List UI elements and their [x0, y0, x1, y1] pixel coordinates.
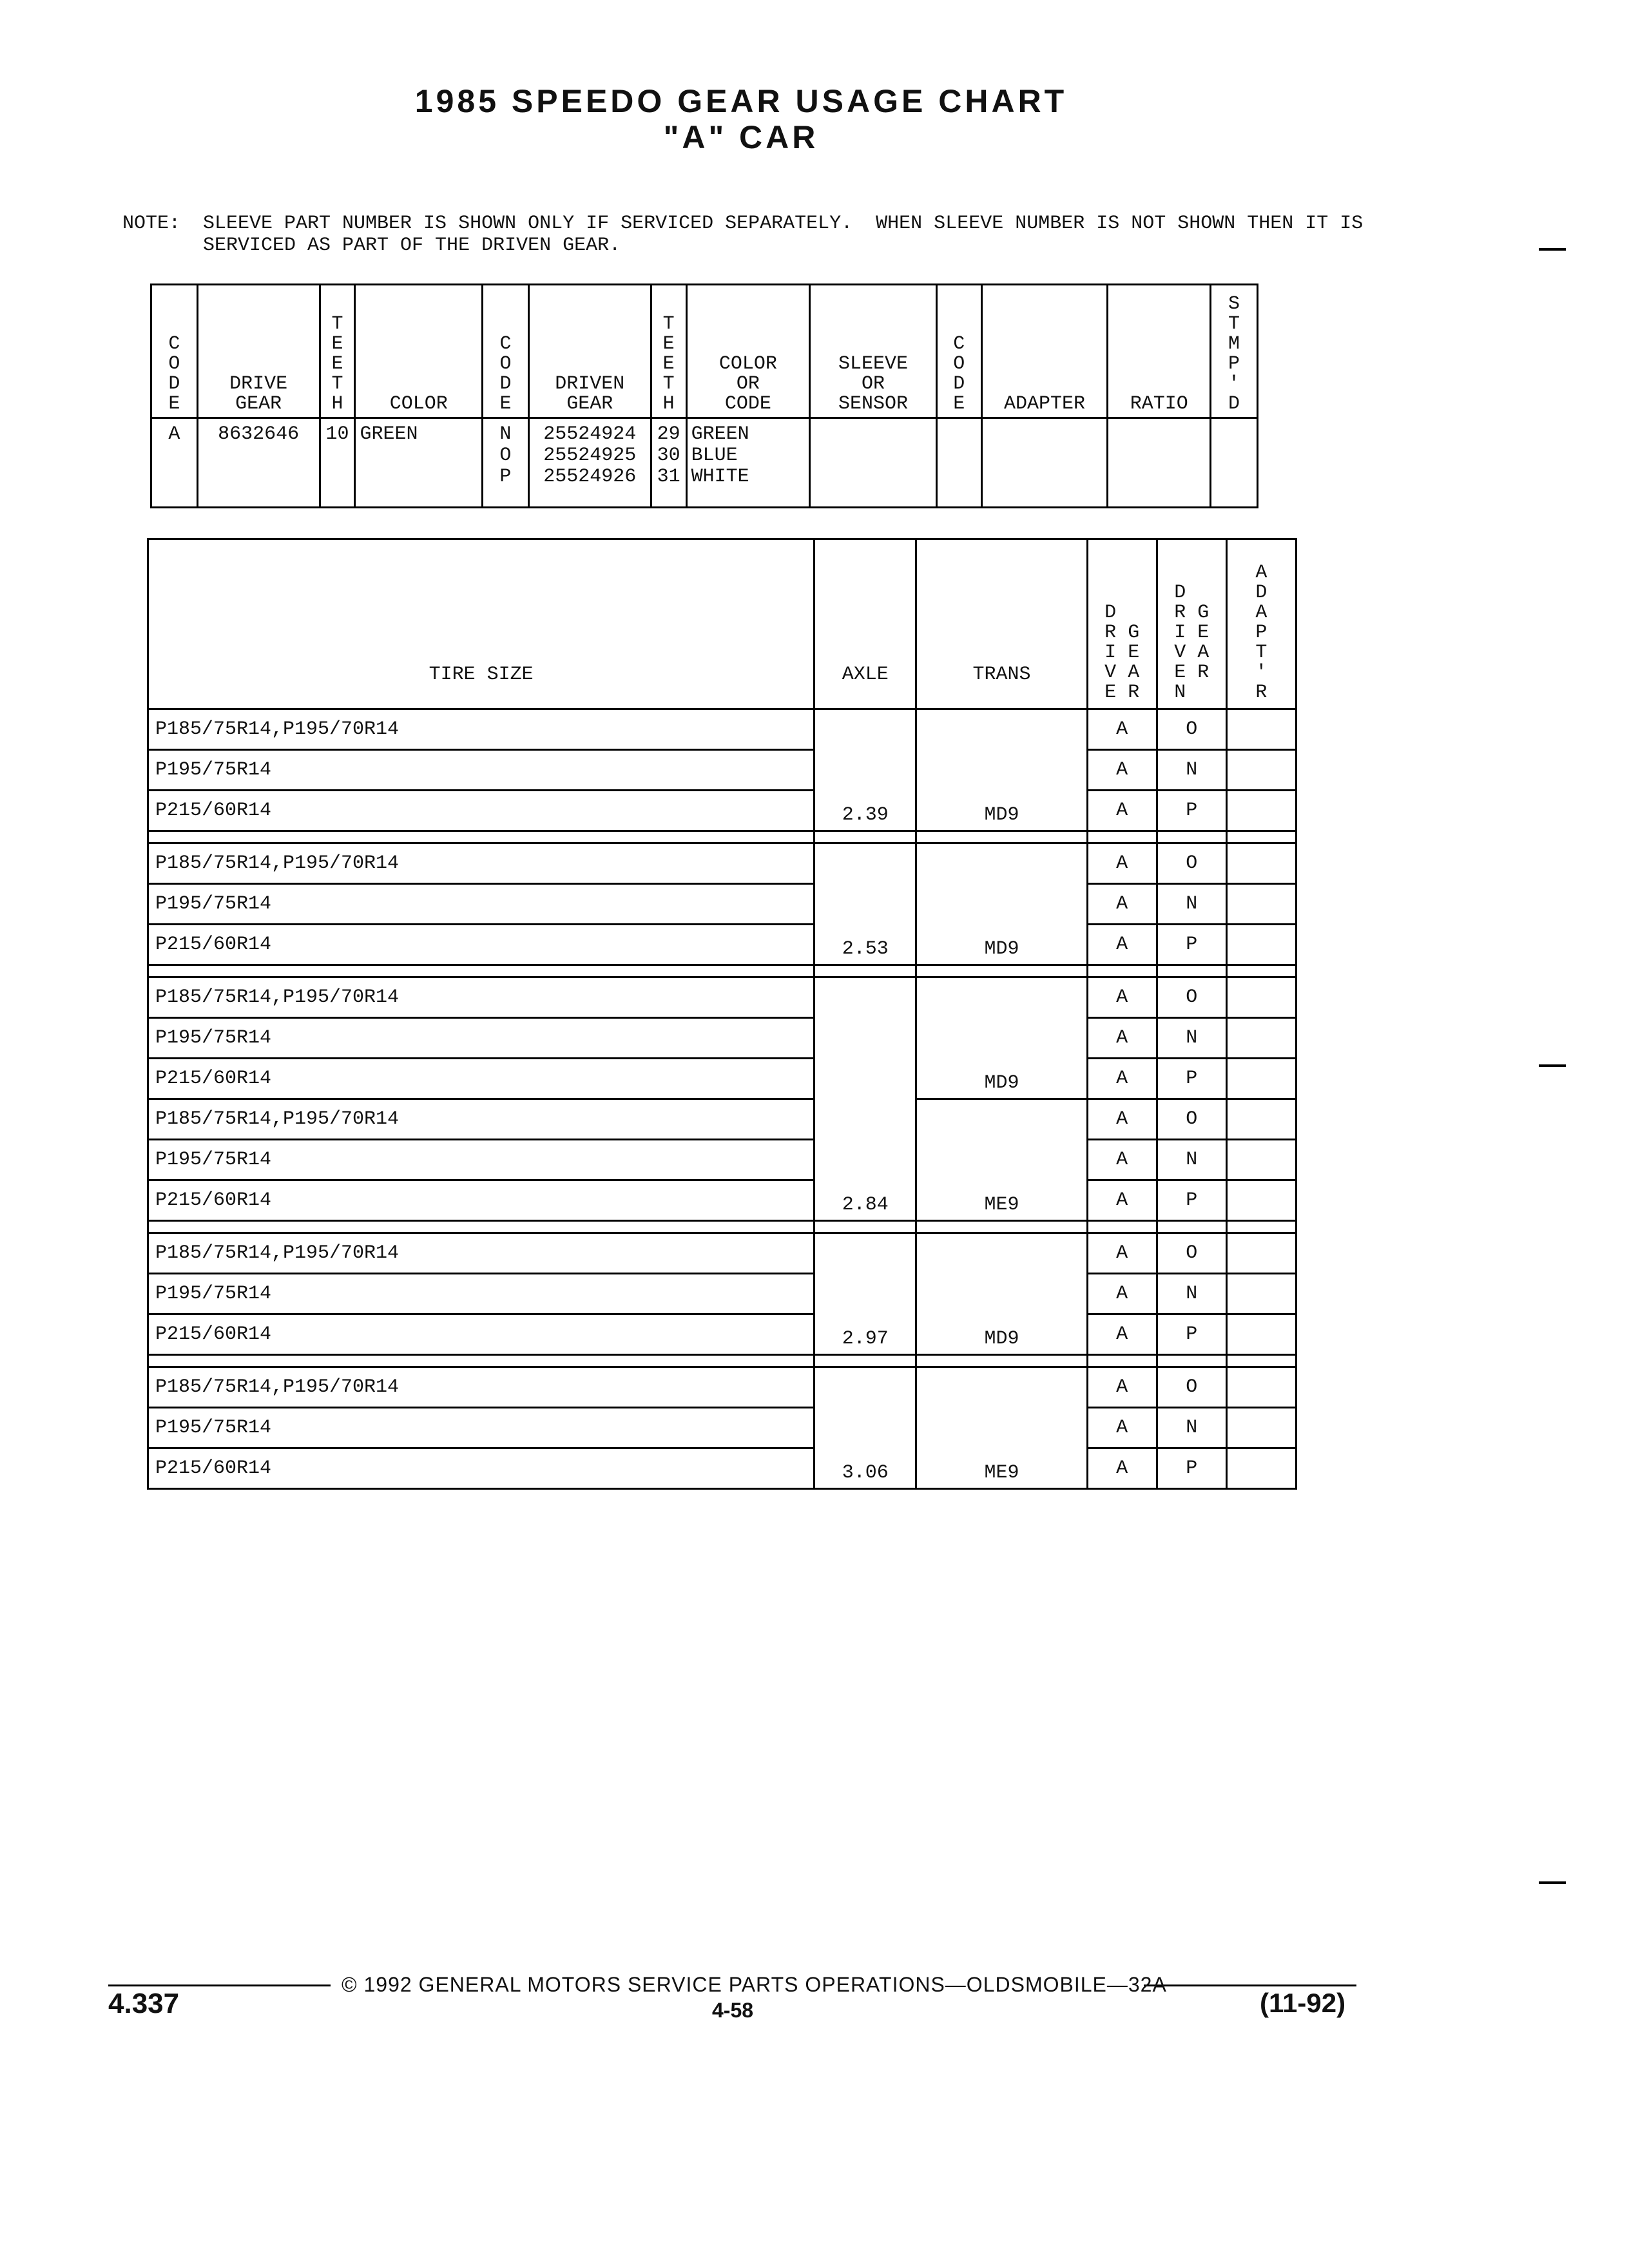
tire-cell: P195/75R14 — [148, 750, 815, 791]
header-teeth-2: TEETH — [651, 285, 686, 418]
adapter-cell — [1226, 1314, 1296, 1355]
row-drive-gear: 8632646 — [197, 418, 320, 508]
adapter-cell — [1226, 925, 1296, 965]
tire-cell: P195/75R14 — [148, 884, 815, 925]
driven-code-cell: P — [1157, 1059, 1226, 1099]
margin-tick — [1539, 1064, 1566, 1067]
tire-cell: P185/75R14,P195/70R14 — [148, 977, 815, 1018]
row-sleeve — [810, 418, 937, 508]
adapter-cell — [1226, 1018, 1296, 1059]
axle-cell: 2.97 — [815, 1233, 916, 1355]
header-tire-size: TIRE SIZE — [148, 539, 815, 709]
row-driven-colors: GREEN BLUE WHITE — [686, 418, 810, 508]
header-code-2: CODE — [483, 285, 529, 418]
trans-cell: ME9 — [916, 1099, 1087, 1221]
axle-cell: 2.84 — [815, 977, 916, 1221]
trans-cell: ME9 — [916, 1367, 1087, 1489]
driven-code-cell: N — [1157, 1274, 1226, 1314]
drive-code-cell: A — [1087, 1448, 1157, 1489]
adapter-cell — [1226, 709, 1296, 750]
tire-cell: P195/75R14 — [148, 1140, 815, 1180]
driven-code-cell: P — [1157, 1314, 1226, 1355]
tire-cell: P215/60R14 — [148, 925, 815, 965]
row-stmpd — [1211, 418, 1258, 508]
trans-cell: MD9 — [916, 977, 1087, 1099]
driven-code-cell: P — [1157, 791, 1226, 831]
drive-code-cell: A — [1087, 1180, 1157, 1221]
adapter-cell — [1226, 1274, 1296, 1314]
drive-code-cell: A — [1087, 750, 1157, 791]
header-adapter: ADAPT'R — [1226, 539, 1296, 709]
tire-cell: P185/75R14,P195/70R14 — [148, 1099, 815, 1140]
drive-code-cell: A — [1087, 884, 1157, 925]
header-sleeve-or-sensor: SLEEVE OR SENSOR — [810, 285, 937, 418]
tire-cell: P215/60R14 — [148, 1314, 815, 1355]
drive-code-cell: A — [1087, 1018, 1157, 1059]
separator-row — [148, 831, 1296, 843]
note — [122, 213, 1437, 256]
header-driven-gear: DRIVEN GEAR — [528, 285, 651, 418]
drive-code-cell: A — [1087, 1274, 1157, 1314]
note-line1: SLEEVE PART NUMBER IS SHOWN ONLY IF SERVICED SEPARATELY. WHEN SLEEVE NUMBER IS NOT SHOWN THEN IT IS — [203, 213, 1364, 235]
gear-table — [150, 284, 1258, 508]
row-driven-codes: N O P — [483, 418, 529, 508]
footer-rule-left — [108, 1984, 331, 1986]
adapter-cell — [1226, 1059, 1296, 1099]
footer-section-number: 4.337 — [108, 1988, 180, 2019]
row-driven-teeth: 29 30 31 — [651, 418, 686, 508]
drive-code-cell: A — [1087, 843, 1157, 884]
page-subtitle: "A" CAR — [663, 119, 819, 155]
row-teeth: 10 — [320, 418, 355, 508]
adapter-cell — [1226, 1448, 1296, 1489]
driven-code-cell: N — [1157, 1408, 1226, 1448]
tire-cell: P215/60R14 — [148, 1180, 815, 1221]
driven-code-cell: O — [1157, 1099, 1226, 1140]
drive-code-cell: A — [1087, 1099, 1157, 1140]
adapter-cell — [1226, 791, 1296, 831]
adapter-cell — [1226, 977, 1296, 1018]
driven-code-cell: N — [1157, 884, 1226, 925]
margin-tick — [1539, 1881, 1566, 1884]
note-line2: SERVICED AS PART OF THE DRIVEN GEAR. — [203, 235, 621, 256]
adapter-cell — [1226, 1233, 1296, 1274]
adapter-cell — [1226, 750, 1296, 791]
drive-code-cell: A — [1087, 977, 1157, 1018]
drive-code-cell: A — [1087, 1233, 1157, 1274]
row-color: GREEN — [355, 418, 483, 508]
adapter-cell — [1226, 843, 1296, 884]
usage-table — [147, 538, 1297, 1490]
page-title: 1985 SPEEDO GEAR USAGE CHART — [414, 83, 1068, 119]
adapter-cell — [1226, 884, 1296, 925]
adapter-cell — [1226, 1140, 1296, 1180]
row-code: A — [151, 418, 198, 508]
header-code-3: CODE — [936, 285, 981, 418]
row-ratio — [1108, 418, 1211, 508]
driven-code-cell: O — [1157, 1233, 1226, 1274]
separator-row — [148, 1221, 1296, 1233]
note-label: NOTE: — [122, 213, 181, 235]
header-color: COLOR — [355, 285, 483, 418]
tire-cell: P195/75R14 — [148, 1408, 815, 1448]
drive-code-cell: A — [1087, 1367, 1157, 1408]
adapter-cell — [1226, 1408, 1296, 1448]
drive-code-cell: A — [1087, 1408, 1157, 1448]
adapter-cell — [1226, 1180, 1296, 1221]
drive-code-cell: A — [1087, 1314, 1157, 1355]
tire-cell: P215/60R14 — [148, 1059, 815, 1099]
header-drive-gear: DRIVE GEAR — [1087, 539, 1157, 709]
header-driven-gear: DRIVEN GEAR — [1157, 539, 1226, 709]
driven-code-cell: P — [1157, 1180, 1226, 1221]
footer-copyright: © 1992 GENERAL MOTORS SERVICE PARTS OPERATIONS—OLDSMOBILE—32A — [342, 1973, 1167, 1996]
trans-cell: MD9 — [916, 1233, 1087, 1355]
drive-code-cell: A — [1087, 791, 1157, 831]
header-drive-gear: DRIVE GEAR — [197, 285, 320, 418]
tire-cell: P215/60R14 — [148, 791, 815, 831]
driven-code-cell: N — [1157, 1018, 1226, 1059]
axle-cell: 3.06 — [815, 1367, 916, 1489]
tire-cell: P185/75R14,P195/70R14 — [148, 1233, 815, 1274]
separator-row — [148, 965, 1296, 977]
adapter-cell — [1226, 1367, 1296, 1408]
row-code-3 — [936, 418, 981, 508]
drive-code-cell: A — [1087, 1140, 1157, 1180]
header-trans: TRANS — [916, 539, 1087, 709]
driven-code-cell: N — [1157, 1140, 1226, 1180]
tire-cell: P185/75R14,P195/70R14 — [148, 1367, 815, 1408]
header-adapter: ADAPTER — [981, 285, 1108, 418]
drive-code-cell: A — [1087, 709, 1157, 750]
driven-code-cell: P — [1157, 1448, 1226, 1489]
tire-cell: P195/75R14 — [148, 1018, 815, 1059]
row-driven-gears: 25524924 25524925 25524926 — [528, 418, 651, 508]
tire-cell: P195/75R14 — [148, 1274, 815, 1314]
driven-code-cell: O — [1157, 709, 1226, 750]
separator-row — [148, 1355, 1296, 1367]
header-teeth: TEETH — [320, 285, 355, 418]
footer-rule-right — [1144, 1984, 1356, 1986]
header-color-or-code: COLOR OR CODE — [686, 285, 810, 418]
row-adapter — [981, 418, 1108, 508]
driven-code-cell: O — [1157, 977, 1226, 1018]
tire-cell: P215/60R14 — [148, 1448, 815, 1489]
header-axle: AXLE — [815, 539, 916, 709]
tire-cell: P185/75R14,P195/70R14 — [148, 843, 815, 884]
header-stmpd: STMP'D — [1211, 285, 1258, 418]
drive-code-cell: A — [1087, 1059, 1157, 1099]
driven-code-cell: P — [1157, 925, 1226, 965]
driven-code-cell: O — [1157, 843, 1226, 884]
drive-code-cell: A — [1087, 925, 1157, 965]
axle-cell: 2.53 — [815, 843, 916, 965]
trans-cell: MD9 — [916, 843, 1087, 965]
footer-page-number: 4-58 — [712, 1999, 754, 2022]
trans-cell: MD9 — [916, 709, 1087, 831]
axle-cell: 2.39 — [815, 709, 916, 831]
driven-code-cell: O — [1157, 1367, 1226, 1408]
adapter-cell — [1226, 1099, 1296, 1140]
driven-code-cell: N — [1157, 750, 1226, 791]
tire-cell: P185/75R14,P195/70R14 — [148, 709, 815, 750]
header-ratio: RATIO — [1108, 285, 1211, 418]
footer-date: (11-92) — [1260, 1988, 1346, 2018]
header-code: CODE — [151, 285, 198, 418]
margin-tick — [1539, 248, 1566, 251]
